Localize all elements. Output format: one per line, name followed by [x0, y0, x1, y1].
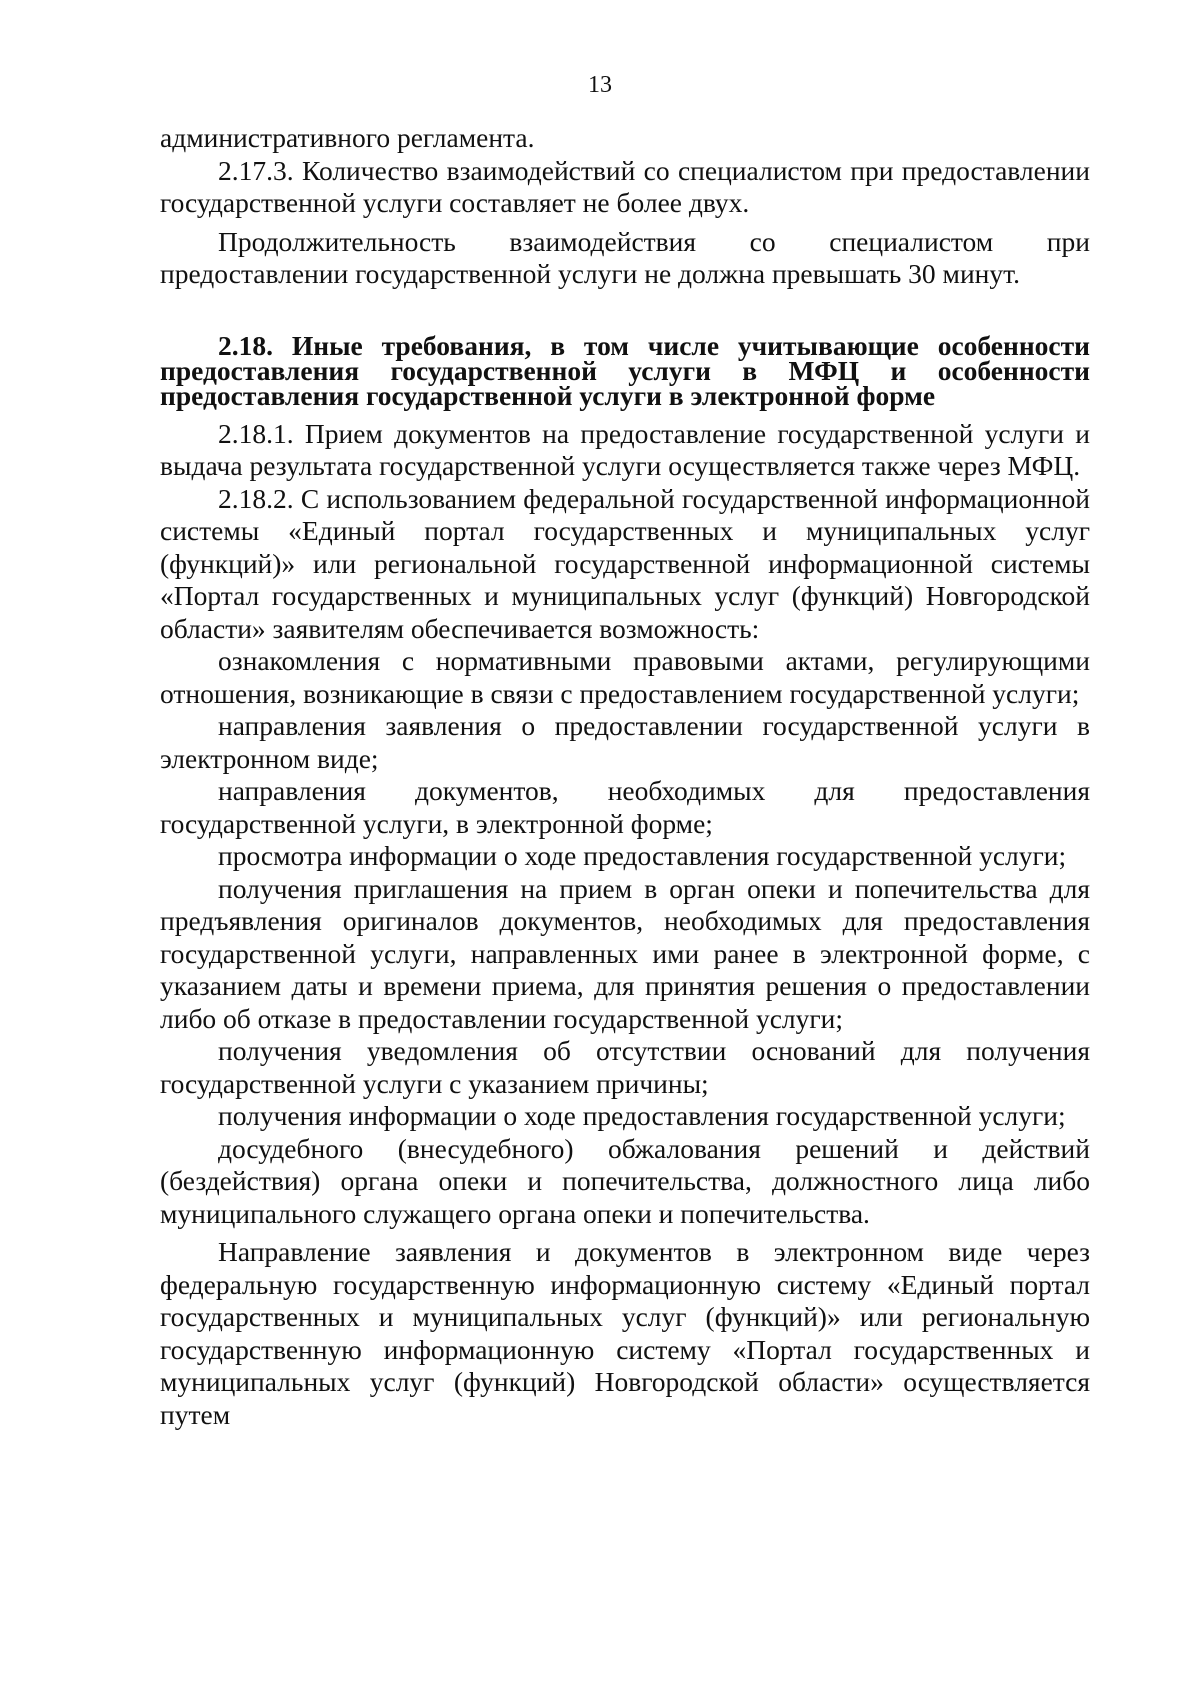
list-item-documents: направления документов, необходимых для предоставления государственной услуги, в электронной форме; — [160, 775, 1090, 839]
page-number: 13 — [588, 72, 612, 98]
list-item-appeal: досудебного (внесудебного) обжалования решений и действий (бездействия) органа опеки и попечительства, должностного лица либо муниципального служащего органа опеки и попечительства. — [160, 1132, 1090, 1229]
paragraph-duration: Продолжительность взаимодействия со специалистом при предоставлении государственной услуги не должна превышать 30 минут. — [160, 225, 1090, 289]
paragraph-continuation: административного регламента. — [160, 122, 535, 153]
section-heading-2-18: 2.18. Иные требования, в том числе учитывающие особенности предоставления государственной услуги в МФЦ и особенности предоставления государственной услуги в электронной форме — [160, 329, 1090, 411]
list-item-application: направления заявления о предоставлении государственной услуги в электронном виде; — [160, 710, 1090, 774]
list-item-progress-info: получения информации о ходе предоставления государственной услуги; — [218, 1100, 1066, 1131]
paragraph-2-18-2: 2.18.2. С использованием федеральной государственной информационной системы «Единый портал государственных и муниципальных услуг (функций)» или региональной государственной информационной системы «Портал государственных и муниципальных услуг (функций) Новгородской области» заявителям обеспечивается возможность: — [160, 482, 1090, 644]
paragraph-2-18-1: 2.18.1. Прием документов на предоставление государственной услуги и выдача результата государственной услуги осуществляется также через МФЦ. — [160, 417, 1090, 481]
list-item-notification: получения уведомления об отсутствии оснований для получения государственной услуги с указанием причины; — [160, 1035, 1090, 1099]
list-item-acquaintance: ознакомления с нормативными правовыми актами, регулирующими отношения, возникающие в связи с предоставлением государственной услуги; — [160, 645, 1090, 709]
document-body — [160, 122, 1090, 1431]
paragraph-2-17-3: 2.17.3. Количество взаимодействий со специалистом при предоставлении государственной услуги составляет не более двух. — [160, 154, 1090, 218]
paragraph-electronic-submission: Направление заявления и документов в электронном виде через федеральную государственную информационную систему «Единый портал государственных и муниципальных услуг (функций)» или региональную государственную информационную систему «Портал государственных и муниципальных услуг (функций) Новгородской области» осуществляется путем — [160, 1236, 1090, 1430]
list-item-invitation: получения приглашения на прием в орган опеки и попечительства для предъявления оригиналов документов, необходимых для предоставления государственной услуги, направленных ими ранее в электронной форме, с указанием даты и времени приема, для принятия решения о предоставлении либо об отказе в предоставлении государственной услуги; — [160, 872, 1090, 1034]
list-item-view-progress: просмотра информации о ходе предоставления государственной услуги; — [218, 840, 1067, 871]
